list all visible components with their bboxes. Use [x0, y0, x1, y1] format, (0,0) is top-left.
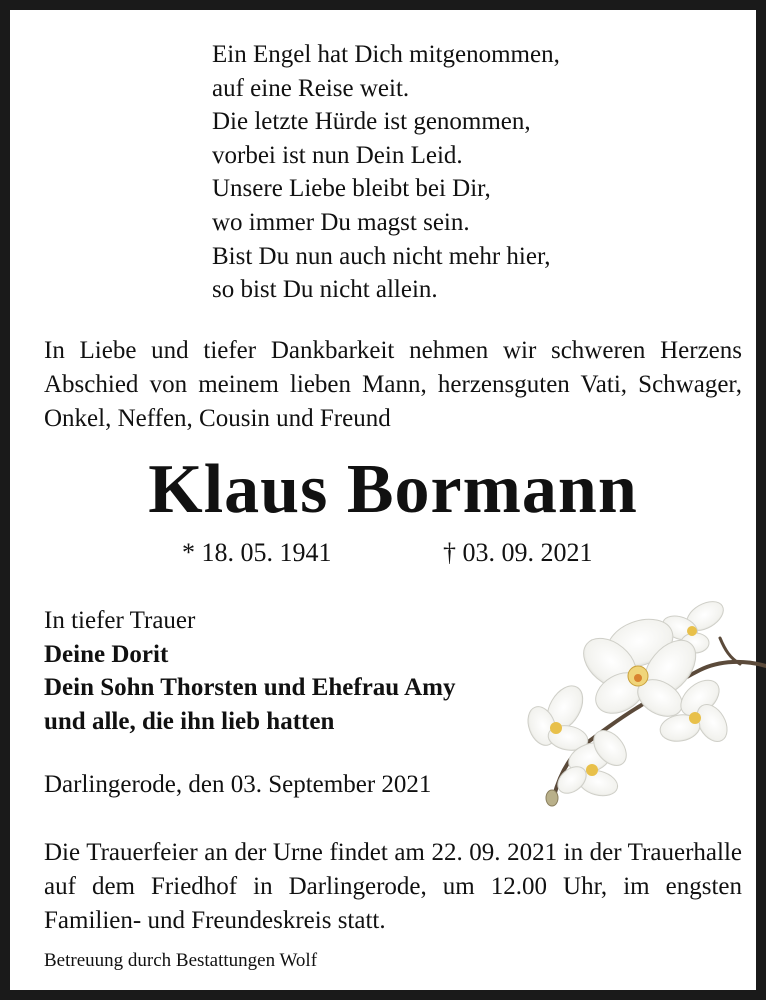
orchid-icon	[520, 598, 766, 810]
death-date: † 03. 09. 2021	[443, 538, 593, 567]
mourner-name: Deine Dorit	[44, 640, 169, 668]
intro-text: In Liebe und tiefer Dankbarkeit nehmen wir schweren Herzens Abschied von meinem lieben Mann, herzensguten Vati, Schwager, Onkel, Neffen, Cousin und Freund	[44, 337, 742, 432]
poem-line: so bist Du nicht allein.	[212, 276, 438, 304]
poem-line: vorbei ist nun Dein Leid.	[212, 141, 463, 169]
poem	[212, 38, 560, 307]
mourners-heading: In tiefer Trauer	[44, 607, 196, 634]
mourner-name: Dein Sohn Thorsten und Ehefrau Amy	[44, 674, 456, 701]
mourner-name: und alle, die ihn lieb hatten	[44, 707, 335, 735]
poem-line: wo immer Du magst sein.	[212, 208, 470, 236]
undertaker-credit: Betreuung durch Bestattungen Wolf	[44, 950, 318, 971]
poem-line: auf eine Reise weit.	[212, 74, 410, 102]
poem-line: Die letzte Hürde ist genommen,	[212, 108, 531, 136]
deceased-name: Klaus Bormann	[148, 451, 638, 528]
service-info: Die Trauerfeier an der Urne findet am 22. 09. 2021 in der Trauerhalle auf dem Friedhof in Darlingerode, um 12.00 Uhr, im engsten Familien- und Freundeskreis statt.	[44, 839, 742, 934]
poem-line: Unsere Liebe bleibt bei Dir,	[212, 175, 491, 203]
poem-line: Ein Engel hat Dich mitgenommen,	[212, 41, 560, 68]
place-date: Darlingerode, den 03. September 2021	[44, 771, 432, 798]
birth-date: * 18. 05. 1941	[182, 538, 332, 567]
mourners-block	[44, 604, 455, 738]
poem-line: Bist Du nun auch nicht mehr hier,	[212, 242, 551, 270]
